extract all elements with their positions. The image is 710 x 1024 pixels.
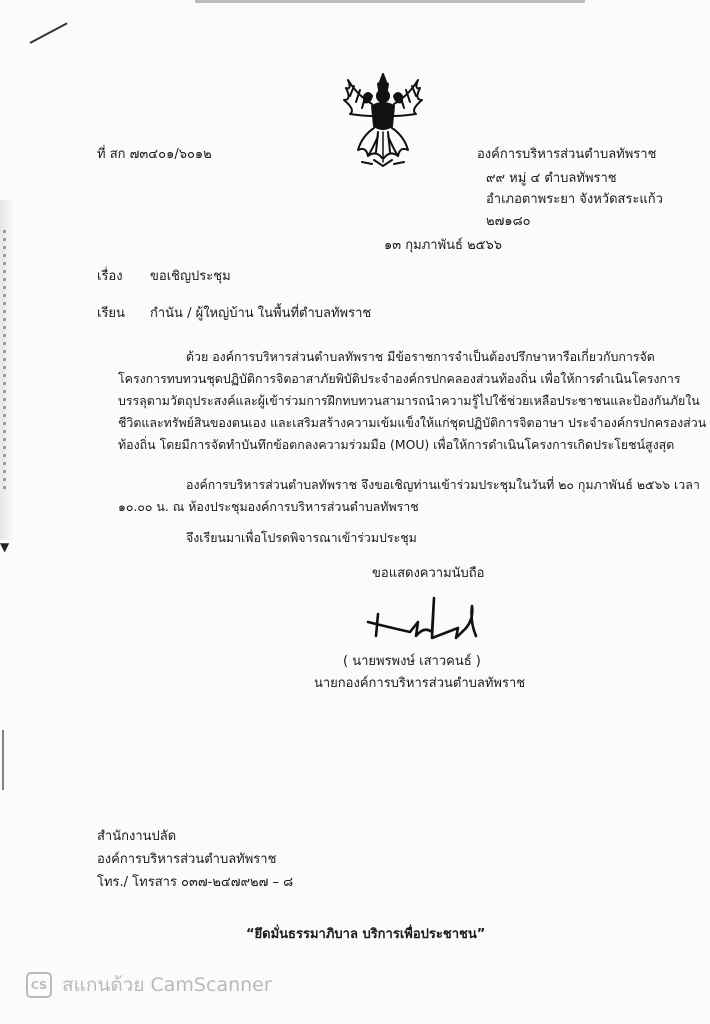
body-line: ๑๐.๐๐ น. ณ ห้องประชุมองค์การบริหารส่วนตำบลทัพราช — [118, 499, 419, 514]
footer-slogan: “ยึดมั่นธรรมาภิบาล บริการเพื่อประชาชน” — [246, 927, 486, 942]
recipient-value: กำนัน / ผู้ใหญ่บ้าน ในพื้นที่ตำบลทัพราช — [150, 306, 372, 321]
subject-label: เรื่อง — [97, 269, 123, 284]
footer-office: สำนักงานปลัด — [97, 829, 177, 844]
signatory-position: นายกองค์การบริหารส่วนตำบลทัพราช — [314, 676, 526, 691]
closing-request: จึงเรียนมาเพื่อโปรดพิจารณาเข้าร่วมประชุม — [186, 530, 417, 545]
camscanner-logo-icon: CS — [26, 972, 52, 998]
body-line: ชีวิตและทรัพย์สินของตนเอง และเสริมสร้างความเข้มแข็งให้แก่ชุดปฏิบัติการจิตอาษา ประจำองค์กรปกครองส่วน — [118, 415, 707, 430]
signature-image — [362, 592, 492, 652]
org-address-line: ๙๙ หมู่ ๔ ตำบลทัพราช — [486, 171, 617, 186]
regards-text: ขอแสดงความนับถือ — [372, 566, 485, 581]
scan-edge-marks — [3, 230, 6, 490]
body-line: องค์การบริหารส่วนตำบลทัพราช จึงขอเชิญท่านเข้าร่วมประชุมในวันที่ ๒๐ กุมภาพันธ์ ๒๕๖๖ เวลา — [186, 477, 700, 492]
body-line: ท้องถิ่น โดยมีการจัดทำบันทึกข้อตกลงความร่วมมือ (MOU) เพื่อให้การดำเนินโครงการเกิดประโยชน์สูงสุด — [118, 437, 675, 452]
body-line: โครงการทบทวนชุดปฏิบัติการจิตอาสาภัยพิบัติประจำองค์กรปกคลองส่วนท้องถิ่น เพื่อให้การดำเนินโครงการ — [118, 371, 681, 386]
org-name: องค์การบริหารส่วนตำบลทัพราช — [477, 147, 657, 162]
signatory-name: ( นายพรพงษ์ เสาวคนธ์ ) — [343, 654, 481, 669]
org-address-line: อำเภอตาพระยา จังหวัดสระแก้ว — [486, 192, 663, 207]
postal-code: ๒๗๑๘๐ — [486, 214, 531, 229]
scan-top-edge — [195, 0, 585, 3]
camscanner-watermark — [26, 970, 272, 1000]
subject-value: ขอเชิญประชุม — [150, 269, 231, 284]
reference-number: ที่ สก ๗๓๔๐๑/๖๐๑๒ — [97, 147, 212, 162]
scan-edge-mark — [2, 730, 4, 790]
body-line: ด้วย องค์การบริหารส่วนตำบลทัพราช มีข้อราชการจำเป็นต้องปรึกษาหารือเกี่ยวกับการจัด — [186, 349, 655, 364]
scan-edge-mark: ▼ — [0, 540, 10, 554]
footer-phone: โทร./ โทรสาร ๐๓๗-๒๔๗๙๒๗ – ๘ — [97, 875, 294, 890]
pen-mark — [30, 22, 68, 43]
body-line: บรรลุตามวัตถุประสงค์และผู้เข้าร่วมการฝึกทบทวนสามารถนำความรู้ไปใช้ช่วยเหลือประชาชนและป้องกันภัยใน — [118, 393, 700, 408]
camscanner-text: สแกนด้วย CamScanner — [62, 974, 272, 996]
recipient-label: เรียน — [97, 306, 125, 321]
footer-org: องค์การบริหารส่วนตำบลทัพราช — [97, 852, 277, 867]
garuda-emblem-icon — [328, 66, 438, 176]
letter-date: ๑๓ กุมภาพันธ์ ๒๕๖๖ — [384, 238, 503, 253]
